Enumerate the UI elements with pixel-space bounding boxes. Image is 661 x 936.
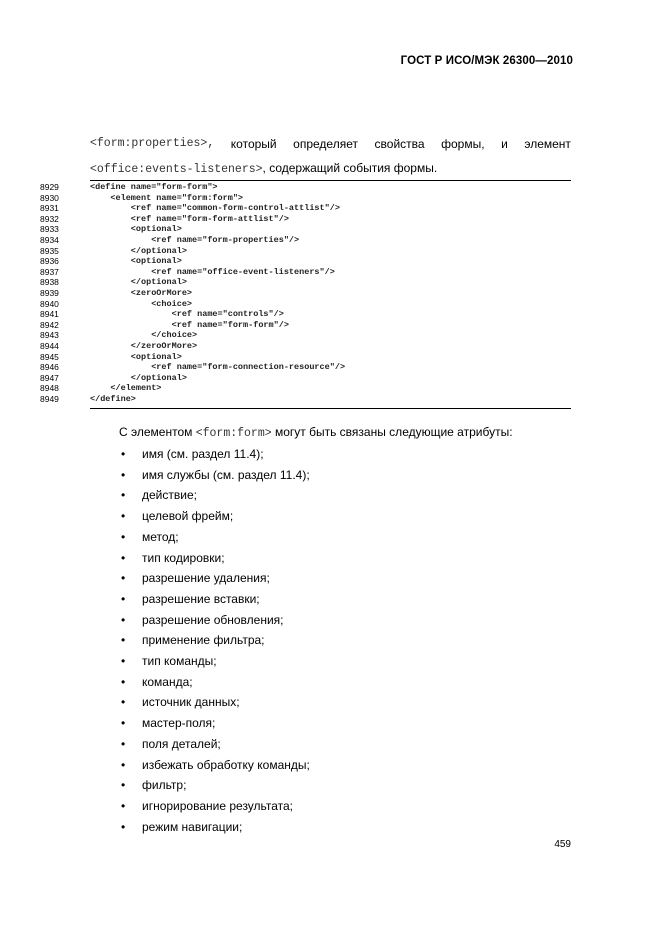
code-text: </choice> [90,330,198,341]
code-line [0,330,661,341]
code-line [0,299,661,310]
code-line [0,394,661,405]
code-text: <zeroOrMore> [90,288,193,298]
line-number: 8941 [40,309,59,320]
list-item-text: мастер-поля; [142,716,216,731]
code-text: <ref name="form-form"/> [90,319,289,330]
line-number: 8936 [40,256,59,267]
list-item-text: имя (см. раздел 11.4); [142,447,264,461]
bullet-icon: • [121,529,126,544]
code-line [0,224,661,235]
list-item [0,715,661,731]
code-text: <choice> [90,298,193,309]
code-text: <ref name="form-properties"/> [90,235,300,245]
code-text: </optional> [90,245,187,256]
line-number: 8933 [40,224,59,235]
code-text: <ref name="form-form-attlist"/> [90,213,289,224]
line-number: 8947 [40,372,59,383]
code-line [0,277,661,288]
intro-word: и [501,137,508,151]
bullet-icon: • [121,467,126,482]
code-line [0,373,661,384]
list-item-text: разрешение удаления; [142,571,270,586]
bullet-icon: • [121,695,126,710]
code-text: </element> [90,383,162,394]
line-number: 8934 [40,235,59,245]
line-number: 8944 [40,341,59,351]
attributes-intro-before: С элементом [119,425,196,439]
line-number: 8929 [40,182,59,192]
bullet-icon: • [121,654,126,668]
line-number: 8949 [40,394,59,404]
line-number: 8940 [40,298,59,309]
line-number: 8948 [40,383,59,394]
list-item-text: разрешение обновления; [142,612,284,627]
code-text: </optional> [90,277,187,288]
list-item-text: игнорирование результата; [142,798,294,813]
bullet-icon: • [121,736,126,751]
list-item [0,550,661,566]
line-number: 8930 [40,192,59,203]
bullet-icon: • [121,798,126,813]
list-item [0,591,661,607]
list-item [0,570,661,586]
line-number: 8935 [40,245,59,256]
list-item [0,819,661,835]
code-line [0,341,661,352]
intro-word: свойства [374,137,425,151]
code-text: <define name="form-form"> [90,182,218,192]
intro-word: формы, [441,137,485,151]
list-item-text: разрешение вставки; [142,591,260,606]
intro-line-2 [90,160,571,178]
bullet-icon: • [121,550,126,565]
code-line [0,267,661,278]
code-text: </zeroOrMore> [90,341,198,351]
intro-code-events-listeners: <office:events-listeners> [90,163,263,176]
code-text: <element name="form:form"> [90,192,244,203]
list-item [0,487,661,503]
code-text: <optional> [90,224,182,235]
code-top-rule [90,180,571,181]
intro-word: элемент [524,137,571,151]
bullet-icon: • [121,716,126,731]
code-line [0,309,661,320]
code-line [0,383,661,394]
code-text: <optional> [90,256,182,267]
page-number: 459 [554,839,571,850]
intro-word: определяет [293,137,358,151]
intro-code-form-properties: <form:properties>, [90,137,215,150]
list-item-text: тип команды; [142,654,217,668]
bullet-icon: • [121,591,126,606]
code-line [0,235,661,246]
code-line [0,182,661,193]
list-item-text: действие; [142,488,197,503]
line-number: 8943 [40,330,59,341]
line-number: 8932 [40,213,59,224]
code-text: <ref name="form-connection-resource"/> [90,362,346,373]
list-item [0,446,661,462]
code-line [0,214,661,225]
line-number: 8946 [40,362,59,373]
bullet-icon: • [121,633,126,648]
bullet-icon: • [121,447,126,461]
list-item [0,653,661,669]
line-number: 8938 [40,277,59,288]
list-item-text: команда; [142,674,193,689]
list-item [0,798,661,814]
list-item [0,632,661,648]
code-text: <optional> [90,351,182,362]
document-header: ГОСТ Р ИСО/МЭК 26300—2010 [400,55,573,67]
code-text: <ref name="office-event-listeners"/> [90,266,335,277]
code-text: <ref name="common-form-control-attlist"/> [90,203,340,214]
list-item [0,467,661,483]
code-text: </optional> [90,372,187,383]
attributes-intro-after: могут быть связаны следующие атрибуты: [271,425,513,439]
bullet-icon: • [121,612,126,627]
code-line [0,320,661,331]
bullet-icon: • [121,778,126,793]
code-text: </define> [90,394,136,404]
list-item-text: целевой фрейм; [142,509,234,524]
list-item [0,508,661,524]
intro-line-1 [90,136,571,152]
code-line [0,288,661,299]
list-item-text: фильтр; [142,778,187,793]
code-text: <ref name="controls"/> [90,309,284,320]
list-item [0,757,661,773]
code-line [0,362,661,373]
list-item-text: метод; [142,529,179,544]
list-item-text: режим навигации; [142,819,243,834]
list-item-text: применение фильтра; [142,633,265,648]
line-number: 8945 [40,351,59,362]
list-item-text: имя службы (см. раздел 11.4); [142,467,310,482]
code-line [0,193,661,204]
code-line [0,256,661,267]
code-line [0,246,661,257]
line-number: 8937 [40,266,59,277]
list-item-text: поля деталей; [142,736,221,751]
intro-word: который [230,137,277,151]
line-number: 8942 [40,319,59,330]
bullet-icon: • [121,571,126,586]
list-item [0,736,661,752]
attributes-intro-code: <form:form> [195,427,272,440]
list-item [0,612,661,628]
list-item [0,777,661,793]
code-line [0,352,661,363]
list-item [0,694,661,710]
list-item-text: тип кодировки; [142,550,225,565]
bullet-icon: • [121,674,126,689]
list-item [0,674,661,690]
list-item [0,529,661,545]
code-bottom-rule [90,408,571,409]
bullet-icon: • [121,819,126,834]
bullet-icon: • [121,509,126,524]
attributes-intro [119,424,513,442]
bullet-icon: • [121,488,126,503]
list-item-text: избежать обработку команды; [142,757,310,772]
code-line [0,203,661,214]
line-number: 8931 [40,203,59,214]
list-item-text: источник данных; [142,695,240,710]
line-number: 8939 [40,288,59,298]
intro-text: , содержащий события формы. [262,161,438,175]
bullet-icon: • [121,757,126,772]
